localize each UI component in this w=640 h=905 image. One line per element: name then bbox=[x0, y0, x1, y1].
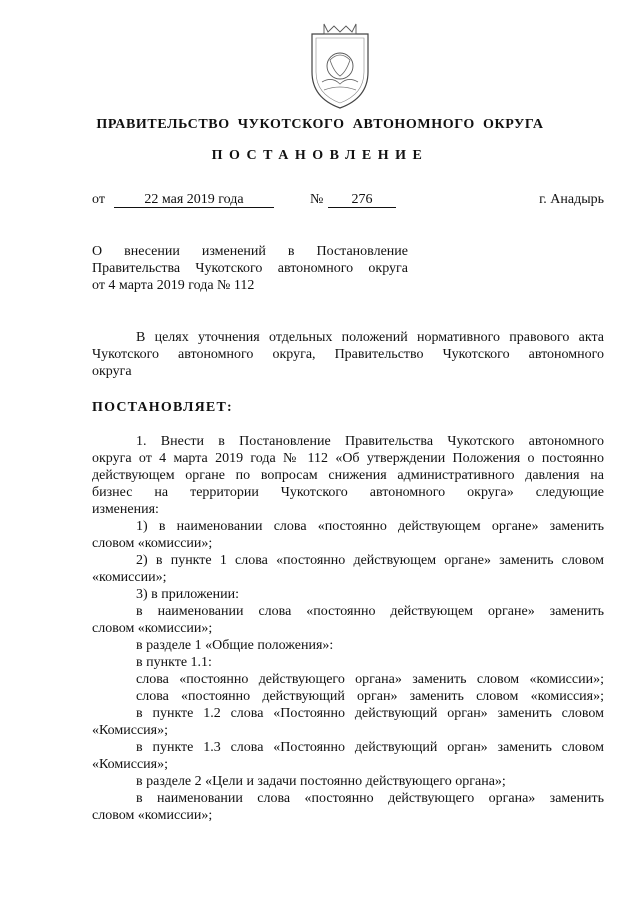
body-line: 3) в приложении: bbox=[136, 587, 239, 602]
body-line: изменения: bbox=[92, 502, 159, 517]
document-number: 276 bbox=[328, 192, 396, 208]
document-type: ПОСТАНОВЛЕНИЕ bbox=[211, 148, 429, 163]
government-title: ПРАВИТЕЛЬСТВО ЧУКОТСКОГО АВТОНОМНОГО ОКРУГА bbox=[96, 117, 544, 132]
resolve-heading: ПОСТАНОВЛЯЕТ: bbox=[92, 400, 233, 415]
body-line: 1. Внести в Постановление Правительства Чукотского автономного bbox=[136, 434, 604, 449]
preamble-line: В целях уточнения отдельных положений нормативного правового акта bbox=[136, 330, 604, 345]
coat-of-arms-emblem bbox=[302, 20, 378, 112]
body-line: в пункте 1.3 слова «Постоянно действующий орган» заменить словом bbox=[136, 740, 604, 755]
number-label: № bbox=[310, 192, 324, 207]
resolution-body bbox=[92, 433, 604, 824]
subject-line: от 4 марта 2019 года № 112 bbox=[92, 278, 255, 293]
body-line: «Комиссия»; bbox=[92, 757, 168, 772]
subject-line: О внесении изменений в Постановление bbox=[92, 244, 408, 259]
document-date: 22 мая 2019 года bbox=[114, 192, 274, 208]
body-line: в наименовании слова «постоянно действующем органе» заменить bbox=[136, 604, 604, 619]
body-line: словом «комиссии»; bbox=[92, 536, 213, 551]
document-subject bbox=[92, 243, 408, 294]
body-line: действующем органе по вопросам снижения административного давления на bbox=[92, 468, 604, 483]
preamble-line: округа bbox=[92, 364, 132, 379]
body-line: словом «комиссии»; bbox=[92, 808, 213, 823]
document-city: г. Анадырь bbox=[539, 192, 604, 207]
subject-line: Правительства Чукотского автономного округа bbox=[92, 261, 408, 276]
body-line: округа от 4 марта 2019 года № 112 «Об утверждении Положения о постоянно bbox=[92, 451, 604, 466]
body-line: слова «постоянно действующий орган» заменить словом «комиссия»; bbox=[136, 689, 604, 704]
preamble bbox=[92, 329, 604, 380]
body-line: слова «постоянно действующего органа» заменить словом «комиссии»; bbox=[136, 672, 604, 687]
body-line: «Комиссия»; bbox=[92, 723, 168, 738]
body-line: в наименовании слова «постоянно действующего органа» заменить bbox=[136, 791, 604, 806]
preamble-line: Чукотского автономного округа, Правительство Чукотского автономного bbox=[92, 347, 604, 362]
body-line: бизнес на территории Чукотского автономного округа» следующие bbox=[92, 485, 604, 500]
body-line: словом «комиссии»; bbox=[92, 621, 213, 636]
document-meta bbox=[92, 192, 604, 210]
date-prefix: от bbox=[92, 192, 105, 207]
body-line: 1) в наименовании слова «постоянно действующем органе» заменить bbox=[136, 519, 604, 534]
body-line: 2) в пункте 1 слова «постоянно действующем органе» заменить словом bbox=[136, 553, 604, 568]
body-line: в пункте 1.1: bbox=[136, 655, 212, 670]
body-line: «комиссии»; bbox=[92, 570, 167, 585]
body-line: в пункте 1.2 слова «Постоянно действующий орган» заменить словом bbox=[136, 706, 604, 721]
body-line: в разделе 2 «Цели и задачи постоянно действующего органа»; bbox=[136, 774, 506, 789]
body-line: в разделе 1 «Общие положения»: bbox=[136, 638, 334, 653]
